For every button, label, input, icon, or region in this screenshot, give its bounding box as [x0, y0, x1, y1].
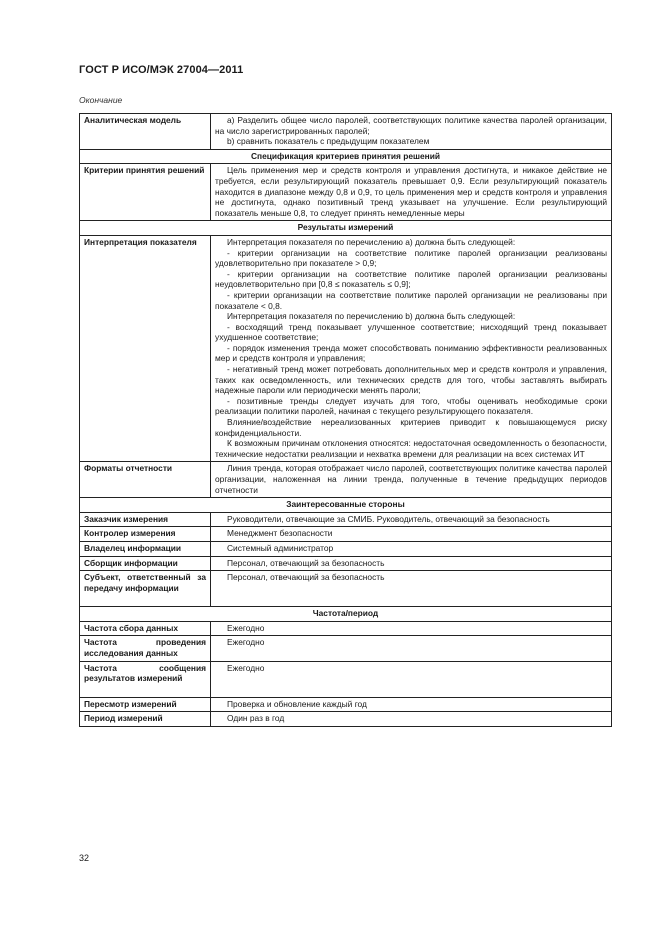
row-label-decision-criteria: Критерии принятия решений [80, 164, 211, 221]
list-item: - позитивные тренды следует изучать для того, чтобы оценивать необходимые сроки реализации политики паролей, начиная с текущего результирующего показателя. [215, 395, 607, 417]
cell-text: Ежегодно [227, 662, 265, 673]
list-item: - критерии организации на соответствие политике паролей организации реализованы удовлетворительно при показателе > 0,9; [215, 247, 607, 269]
row-value-interpretation [211, 235, 612, 461]
cell-text: Руководители, отвечающие за СМИБ. Руководитель, отвечающий за безопасность [227, 513, 550, 524]
cell-text: Один раз в год [227, 713, 285, 724]
section-row [80, 607, 612, 622]
row-value-reporting-frequency [211, 661, 612, 697]
row-value-revision [211, 697, 612, 712]
paragraph: Влияние/воздействие нереализованных критериев приводит к повышающемуся риску конфиденциальности. [215, 417, 607, 438]
section-heading-frequency: Частота/период [80, 607, 612, 622]
table-row [80, 235, 612, 461]
row-label-reporting-frequency: Частота сообщения результатов измерений [80, 661, 211, 697]
section-heading-decision: Спецификация критериев принятия решений [80, 149, 612, 164]
row-label-revision: Пересмотр измерений [80, 697, 211, 712]
row-value-controller [211, 527, 612, 542]
paragraph: Цель применения мер и средств контроля и управления достигнута, и никакое действие не требуется, если результирующий показатель превышает 0,9. Если результирующий показатель находится в диапазоне между 0,8 и 0,9, то цель применения мер и средств контроля и управления не достигнута, однако позитивный тренд указывает на улучшение. Если результирующий показатель меньше 0,8, то следует принять немедленные меры [215, 165, 607, 218]
paragraph: Интерпретация показателя по перечислению b) должна быть следующей: [227, 311, 516, 322]
list-item: а) Разделить общее число паролей, соответствующих политике качества паролей организации, на число зарегистрированных паролей; [215, 115, 607, 136]
list-item: - негативный тренд может потребовать дополнительных мер и средств контроля и управления, таких как осведомленность, или технических средств для того, чтобы заставлять выбирать надежные пароли или периодически менять пароли; [215, 364, 607, 396]
row-value-report-formats [211, 462, 612, 498]
measurement-spec-table [79, 113, 612, 727]
paragraph: Линия тренда, которая отображает число паролей, соответствующих политике качества паролей организации, наложенная на линии тренда, полученные в течение предыдущих периодов отчетности [215, 463, 607, 495]
row-value-period [211, 712, 612, 727]
row-label-report-formats: Форматы отчетности [80, 462, 211, 498]
page-number: 32 [79, 853, 90, 863]
row-label-customer: Заказчик измерения [80, 512, 211, 527]
table-row [80, 114, 612, 150]
cell-text: Персонал, отвечающий за безопасность [227, 557, 385, 568]
section-row [80, 221, 612, 236]
row-label-owner: Владелец информации [80, 541, 211, 556]
row-value-analytic-model [211, 114, 612, 150]
cell-text: Системный администратор [227, 542, 334, 553]
table-row [80, 661, 612, 697]
cell-text: Персонал, отвечающий за безопасность [227, 572, 385, 583]
row-value-collector [211, 556, 612, 571]
row-label-controller: Контролер измерения [80, 527, 211, 542]
row-label-communicator: Субъект, ответственный за передачу информации [80, 571, 211, 607]
table-row [80, 462, 612, 498]
row-label-interpretation: Интерпретация показателя [80, 235, 211, 461]
table-row [80, 571, 612, 607]
cell-text: Ежегодно [227, 622, 265, 633]
row-value-analysis-frequency [211, 636, 612, 661]
row-value-decision-criteria [211, 164, 612, 221]
list-item: b) сравнить показатель с предыдущим показателем [227, 136, 430, 147]
table-row [80, 164, 612, 221]
row-label-period: Период измерений [80, 712, 211, 727]
table-row [80, 541, 612, 556]
table-row [80, 636, 612, 661]
paragraph: К возможным причинам отклонения относятся: недостаточная осведомленность о безопасности, технические недостатки реализации и нехватка времени для реализации на всех системах ИТ [215, 438, 607, 459]
table-row [80, 697, 612, 712]
cell-text: Проверка и обновление каждый год [227, 698, 367, 709]
list-item: - критерии организации на соответствие политике паролей организации не реализованы при показателе < 0,8. [215, 289, 607, 311]
table-row [80, 621, 612, 636]
list-item: - восходящий тренд показывает улучшенное соответствие; нисходящий тренд показывает ухудшенное соответствие; [215, 321, 607, 343]
paragraph: Интерпретация показателя по перечислению а) должна быть следующей: [227, 236, 516, 247]
table-row [80, 512, 612, 527]
row-label-collection-frequency: Частота сбора данных [80, 621, 211, 636]
row-label-analysis-frequency: Частота проведения исследования данных [80, 636, 211, 661]
section-heading-stakeholders: Заинтересованные стороны [80, 498, 612, 513]
list-item: - критерии организации на соответствие политике паролей организации реализованы неудовлетворительно при [0,8 ≤ показатель ≤ 0,9]; [215, 268, 607, 290]
table-row [80, 556, 612, 571]
row-value-owner [211, 541, 612, 556]
section-row [80, 498, 612, 513]
continuation-label: Окончание [79, 95, 123, 105]
row-label-collector: Сборщик информации [80, 556, 211, 571]
row-value-collection-frequency [211, 621, 612, 636]
section-row [80, 149, 612, 164]
table-row [80, 527, 612, 542]
list-item: - порядок изменения тренда может способствовать пониманию эффективности реализованных мер и средств контроля и управления; [215, 342, 607, 364]
document-title: ГОСТ Р ИСО/МЭК 27004—2011 [79, 64, 244, 76]
section-heading-results: Результаты измерений [80, 221, 612, 236]
row-label-analytic-model: Аналитическая модель [80, 114, 211, 150]
cell-text: Менеджмент безопасности [227, 528, 333, 539]
cell-text: Ежегодно [227, 637, 265, 648]
row-value-customer [211, 512, 612, 527]
row-value-communicator [211, 571, 612, 607]
table-row [80, 712, 612, 727]
